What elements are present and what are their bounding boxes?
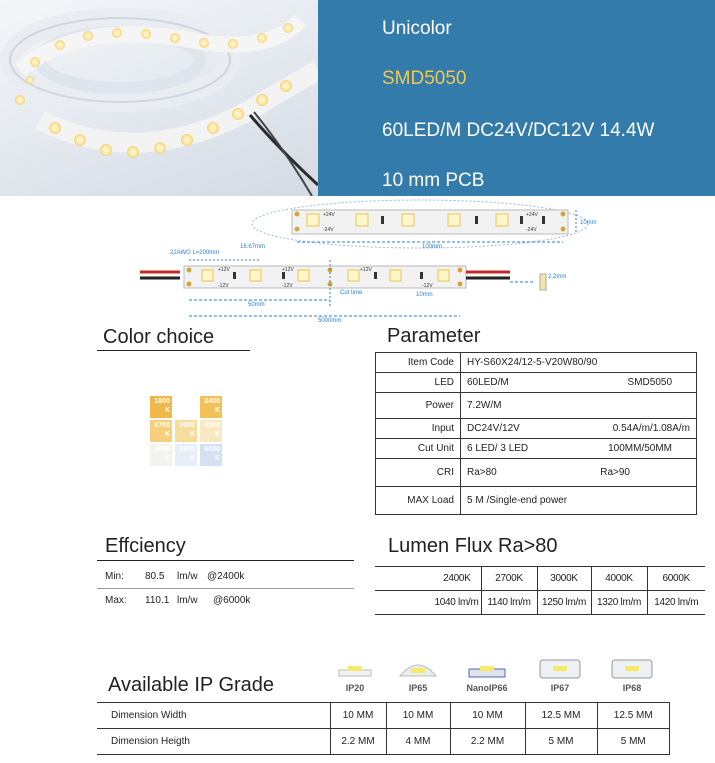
ip-cell: 2.2 MM [450,729,525,755]
v12-pos-3: +12V [360,267,372,273]
param-value-a: Ra>80 [467,467,497,478]
lumen-header: 6000K [647,567,705,591]
ip-cell: 2.2 MM [330,729,386,755]
v12-neg-2: -12V [282,283,293,289]
param-label: Input [376,419,461,439]
lumen-value: 1320 lm/m [591,591,647,615]
param-label: LED [376,373,461,393]
ip-cell: 12.5 MM [525,703,597,729]
param-label: Item Code [376,353,461,373]
color-chip-grid [150,396,230,468]
param-row [376,373,697,393]
ip-cell: 5 MM [525,729,597,755]
param-value-a: HY-S60X24/12-5-V20W80/90 [467,357,598,368]
chip-4000k: 4000 K [150,444,172,466]
top-v-pos-left: +24V [323,212,335,218]
param-row [376,419,697,439]
led-specs: 60LED/M DC24V/DC12V 14.4W [382,120,655,141]
pitch-label: 16.67mm [240,244,266,250]
parameter-table [375,352,697,515]
ip-grade-table [97,702,670,755]
top-width-label: 10mm [580,220,597,226]
lumen-value: 1040 lm/m [375,591,481,615]
ip20-icon [333,656,377,680]
ip-grade-label: IP65 [408,683,428,693]
top-length-label: 100mm [422,244,443,250]
eff-label: Min: [105,570,124,582]
eff-note: @6000k [213,594,251,606]
efficiency-row-min [97,566,357,586]
param-row [376,439,697,459]
param-value-b: 100MM/50MM [608,443,672,454]
v12-pos-2: +12V [282,267,294,273]
ip-cell: 5 MM [597,729,670,755]
param-row [376,487,697,515]
thickness-label: 2.2mm [548,274,567,280]
product-type: Unicolor [382,18,452,39]
chip-2700k: 2700 K [150,420,172,442]
v12-neg-1: -12V [218,283,229,289]
lumen-value: 1250 lm/m [537,591,591,615]
width-12v-label: 10mm [416,292,433,298]
param-value [461,487,697,515]
pcb-width: 10 mm PCB [382,170,485,191]
ip-row-label: Dimension Heigth [97,729,330,755]
chip-3500k: 3500 K [200,420,222,442]
chip-5000k: 5000 K [175,444,197,466]
ip-cell: 10 MM [330,703,386,729]
param-value [461,353,697,373]
lumen-header: 2400K [375,567,481,591]
nano-ip66-icon [465,656,509,680]
segment-label: 50mm [248,302,265,308]
param-label: MAX Load [376,487,461,515]
param-value-a: 7.2W/M [467,400,502,411]
param-value [461,393,697,419]
ip-grade-title: Available IP Grade [108,674,275,696]
chip-2400k: 2400 K [200,396,222,418]
eff-unit: lm/w [177,594,198,606]
param-value-b: SMD5050 [627,377,672,388]
ip-row-label: Dimension Width [97,703,330,729]
ip-cell: 10 MM [450,703,525,729]
param-label: Cut Unit [376,439,461,459]
top-v-neg-left: -24V [323,227,334,233]
ip-cell: 12.5 MM [597,703,670,729]
param-value-a: 60LED/M [467,377,509,388]
ip68-icon [610,656,654,680]
reel-length-label: 5000mm [318,318,342,324]
parameter-title: Parameter [387,325,481,347]
lumen-value: 1140 lm/m [481,591,537,615]
eff-value: 80.5 [145,570,165,582]
param-row [376,459,697,487]
ip-grade-label: IP20 [345,683,365,693]
lumen-value-row [375,591,705,615]
ip-grade-label: IP67 [550,683,570,693]
color-choice-rule [97,350,250,351]
param-value-b: Ra>90 [600,467,630,478]
ip65-icon [396,656,440,680]
param-value-a: 6 LED/ 3 LED [467,443,529,454]
lumen-value: 1420 lm/m [647,591,705,615]
lumen-title: Lumen Flux Ra>80 [388,535,558,557]
v12-pos-1: +12V [218,267,230,273]
spec-banner [318,0,715,196]
color-choice-title: Color choice [103,326,215,348]
efficiency-rule [97,560,354,561]
chip-3000k: 3000 K [175,420,197,442]
led-model: SMD5050 [382,68,467,89]
param-value-b: 0.54A/m/1.08A/m [612,423,690,434]
param-row [376,353,697,373]
ip-row-width [97,703,670,729]
top-v-neg-right: -24V [526,227,537,233]
product-photo [0,0,318,196]
cut-time-label: Cut time [340,290,363,296]
efficiency-row-max [97,590,357,610]
param-value [461,373,697,393]
param-value [461,459,697,487]
param-value [461,439,697,459]
chip-1800k: 1800 K [150,396,172,418]
ip-grade-label: NanoIP66 [466,683,508,693]
param-value [461,419,697,439]
ip-row-height [97,729,670,755]
param-value-a: DC24V/12V [467,423,520,434]
lumen-header: 3000K [537,567,591,591]
ip-grade-label: IP68 [622,683,642,693]
lumen-header: 4000K [591,567,647,591]
eff-unit: lm/w [177,570,198,582]
ip-cell: 4 MM [386,729,450,755]
param-value-a: 5 M /Single-end power [467,495,568,506]
param-label: Power [376,393,461,419]
eff-value: 110.1 [145,594,170,606]
efficiency-row-divider [97,588,354,589]
efficiency-title: Effciency [105,535,186,557]
ip67-icon [538,656,582,680]
eff-note: @2400k [207,570,245,582]
chip-6000k: 6000 K [200,444,222,466]
param-row [376,393,697,419]
lumen-header-row [375,567,705,591]
lumen-table [375,566,705,615]
top-v-pos-right: +24V [526,212,538,218]
ip-cell: 10 MM [386,703,450,729]
param-label: CRI [376,459,461,487]
eff-label: Max: [105,594,127,606]
wire-spec-label: 22AWG L=200mm [170,250,220,256]
v12-neg-3: -12V [422,283,433,289]
strip-12v-drawing [140,248,570,328]
lumen-header: 2700K [481,567,537,591]
